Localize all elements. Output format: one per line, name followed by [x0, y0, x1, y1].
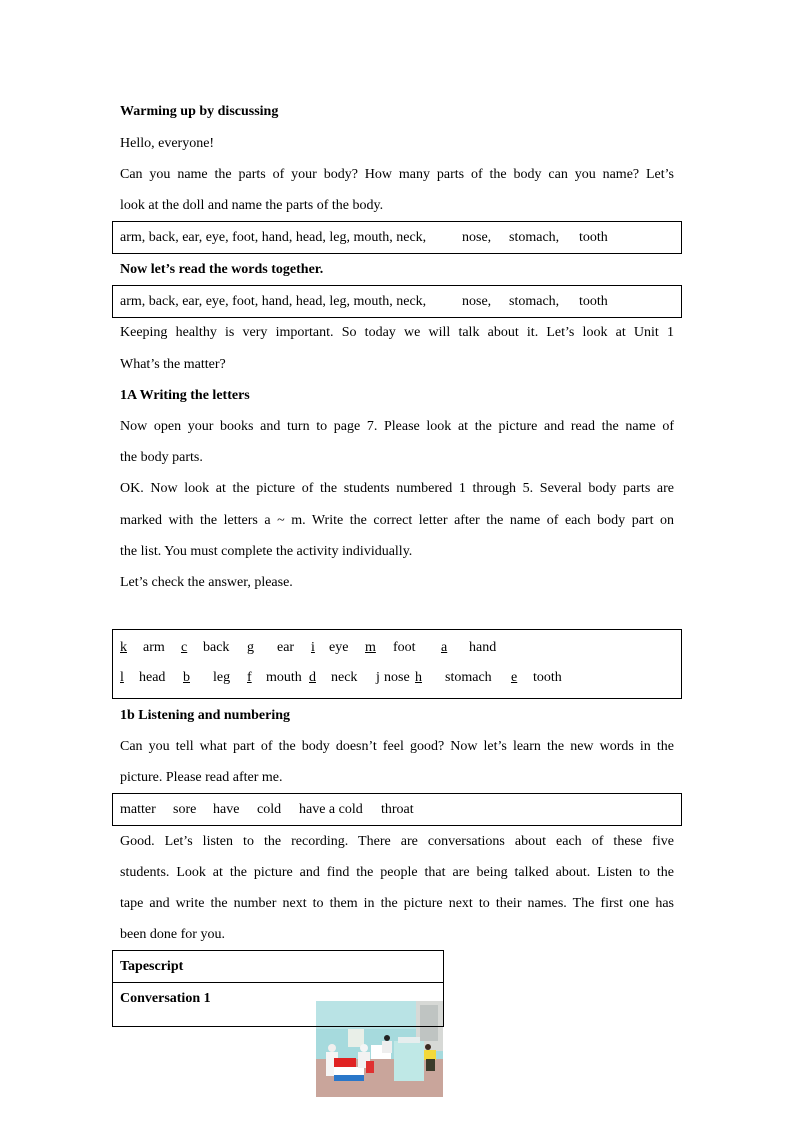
1b-para2-line2: students. Look at the picture and find the people that are being talked about. Listen to the — [120, 865, 674, 880]
answer-word: eye — [329, 640, 349, 655]
intro-line-1: Keeping healthy is very important. So today we will talk about it. Let’s look at Unit 1 — [120, 325, 674, 340]
1a-para1-line2: the body parts. — [120, 450, 203, 465]
word-list-part: arm, back, ear, eye, foot, hand, head, leg, mouth, neck, — [120, 230, 427, 245]
word-list-part: nose, — [462, 230, 492, 245]
conversation-label: Conversation 1 — [120, 991, 211, 1006]
answer-word: back — [203, 640, 230, 655]
answer-word: neck — [331, 670, 358, 685]
word-list-part: tooth — [579, 230, 608, 245]
answer-key-box — [112, 629, 682, 699]
tapescript-title: Tapescript — [120, 959, 184, 974]
intro-line-2: What’s the matter? — [120, 357, 226, 372]
1a-para1-line1: Now open your books and turn to page 7. Please look at the picture and read the name of — [120, 419, 674, 434]
1a-para2-line3: the list. You must complete the activity individually. — [120, 544, 413, 559]
greeting-text: Hello, everyone! — [120, 136, 215, 151]
word-list-part: stomach, — [509, 294, 560, 309]
answer-letter: c — [181, 640, 188, 655]
answer-letter: j — [376, 670, 380, 685]
1b-para1-line2: picture. Please read after me. — [120, 770, 283, 785]
new-word: throat — [381, 802, 414, 817]
answer-word: hand — [469, 640, 497, 655]
new-words-box — [112, 793, 682, 826]
word-list-part: stomach, — [509, 230, 560, 245]
section-heading-warming-up: Warming up by discussing — [120, 104, 279, 119]
prompt-line-2: look at the doll and name the parts of the body. — [120, 198, 384, 213]
answer-letter: b — [183, 670, 190, 685]
answer-word: mouth — [266, 670, 302, 685]
read-together-heading: Now let’s read the words together. — [120, 262, 324, 277]
new-word: matter — [120, 802, 156, 817]
answer-word: tooth — [533, 670, 562, 685]
answer-letter: g — [247, 640, 254, 655]
1b-para2-line1: Good. Let’s listen to the recording. There are conversations about each of these five — [120, 834, 674, 849]
answer-letter: i — [311, 640, 315, 655]
1b-para2-line4: been done for you. — [120, 927, 225, 942]
answer-letter: f — [247, 670, 252, 685]
table-bottom-border — [112, 1026, 444, 1027]
answer-word: foot — [393, 640, 416, 655]
check-answer-text: Let’s check the answer, please. — [120, 575, 293, 590]
word-list-part: tooth — [579, 294, 608, 309]
answer-word: head — [139, 670, 166, 685]
prompt-line-1: Can you name the parts of your body? How many parts of the body can you name? Let’s — [120, 167, 674, 182]
new-word: have — [213, 802, 240, 817]
answer-letter: a — [441, 640, 448, 655]
word-list-part: arm, back, ear, eye, foot, hand, head, leg, mouth, neck, — [120, 294, 427, 309]
1a-para2-line1: OK. Now look at the picture of the students numbered 1 through 5. Several body parts are — [120, 481, 674, 496]
answer-letter: k — [120, 640, 127, 655]
answer-letter: d — [309, 670, 316, 685]
answer-word: stomach — [445, 670, 492, 685]
answer-letter: l — [120, 670, 124, 685]
1a-para2-line2: marked with the letters a ~ m. Write the correct letter after the name of each body part on — [120, 513, 674, 528]
new-word: sore — [173, 802, 197, 817]
answer-letter: h — [415, 670, 422, 685]
answer-word: nose — [384, 670, 410, 685]
word-box-2 — [112, 285, 682, 318]
answer-word: ear — [277, 640, 295, 655]
answer-word: leg — [213, 670, 231, 685]
answer-letter: m — [365, 640, 376, 655]
new-word: cold — [257, 802, 282, 817]
answer-letter: e — [511, 670, 518, 685]
new-word: have a cold — [299, 802, 363, 817]
1b-para2-line3: tape and write the number next to them in the picture next to their names. The first one has — [120, 896, 674, 911]
section-heading-1a: 1A Writing the letters — [120, 388, 250, 403]
section-heading-1b: 1b Listening and numbering — [120, 708, 290, 723]
answer-word: arm — [143, 640, 165, 655]
tapescript-header-cell — [112, 950, 444, 983]
word-list-part: nose, — [462, 294, 492, 309]
word-box-1 — [112, 221, 682, 254]
1b-para1-line1: Can you tell what part of the body doesn’t feel good? Now let’s learn the new words in the — [120, 739, 674, 754]
clinic-role-play-photo — [316, 1001, 443, 1097]
